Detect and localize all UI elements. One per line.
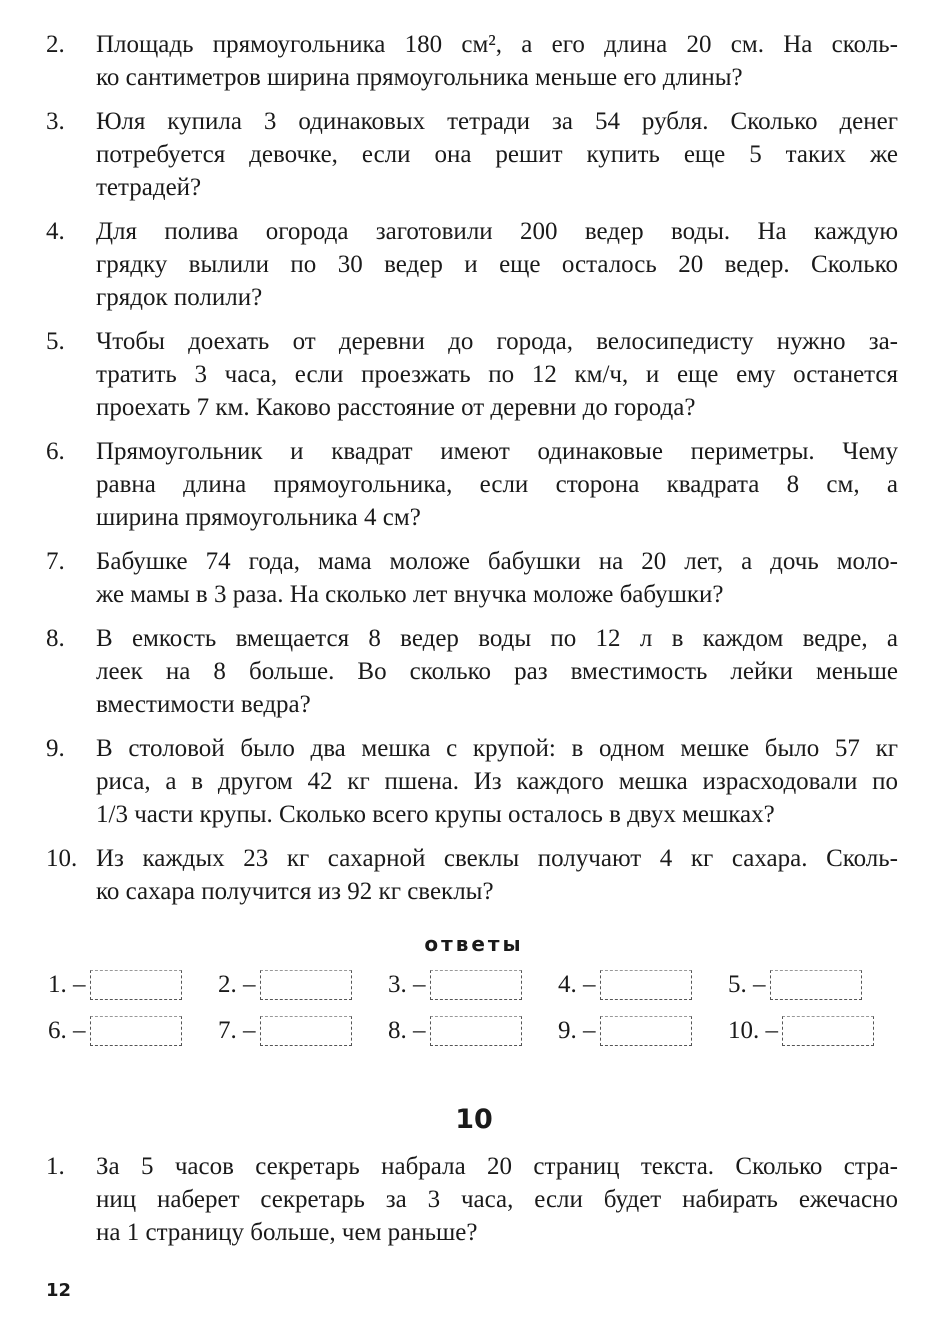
answer-box[interactable] [90,970,182,1000]
answer-box[interactable] [600,970,692,1000]
problem-item [46,842,898,908]
answer-label: 1. – [48,971,86,998]
answer-cell [48,1014,218,1048]
text-line: равна длина прямоугольника, если сторона квадрата 8 см, а [96,471,898,498]
problem-text [96,325,898,424]
answer-label: 3. – [388,971,426,998]
page-number: 12 [46,1280,72,1301]
answer-box[interactable] [260,970,352,1000]
text-line: Для полива огорода заготовили 200 ведер воды. На каждую [96,218,898,245]
problem-text [96,842,898,908]
text-line: Из каждых 23 кг сахарной свеклы получают 4 кг сахара. Сколь- [96,845,898,872]
text-line: Юля купила 3 одинаковых тетради за 54 рубля. Сколько денег [96,108,898,135]
answer-label: 4. – [558,971,596,998]
problem-number: 10. [46,845,78,872]
problem-number: 3. [46,108,65,135]
answer-cell [388,1014,558,1048]
answer-cell [388,968,558,1002]
problem-item [46,215,898,314]
problem-number: 1. [46,1153,65,1180]
answer-label: 2. – [218,971,256,998]
answer-box[interactable] [770,970,862,1000]
problem-item [46,28,898,94]
text-line: на 1 страницу больше, чем раньше? [96,1219,478,1246]
text-line: ниц наберет секретарь за 3 часа, если будет набирать ежечасно [96,1186,898,1213]
text-line: проехать 7 км. Каково расстояние от деревни до города? [96,394,696,421]
problem-item [46,105,898,204]
text-line: потребуется девочке, если она решит купить еще 5 таких же [96,141,898,168]
problem-number: 9. [46,735,65,762]
answer-cell [728,968,898,1002]
problem-item [46,325,898,424]
answer-box[interactable] [90,1016,182,1046]
answer-box[interactable] [430,1016,522,1046]
text-line: ко сантиметров ширина прямоугольника меньше его длины? [96,64,743,91]
text-line: грядок полили? [96,284,263,311]
answer-cell [558,968,728,1002]
problem-list-section-10 [46,1150,898,1260]
answer-box[interactable] [600,1016,692,1046]
problem-item [46,435,898,534]
text-line: 1/3 части крупы. Сколько всего крупы осталось в двух мешках? [96,801,775,828]
text-line: В столовой было два мешка с крупой: в одном мешке было 57 кг [96,735,898,762]
answer-cell [218,968,388,1002]
problem-text [96,435,898,534]
text-line: ко сахара получится из 92 кг свеклы? [96,878,494,905]
answer-cell [728,1014,898,1048]
problem-number: 2. [46,31,65,58]
text-line: ширина прямоугольника 4 см? [96,504,421,531]
answer-label: 5. – [728,971,766,998]
answer-label: 9. – [558,1017,596,1044]
answer-label: 7. – [218,1017,256,1044]
problem-text [96,622,898,721]
answers-grid [48,968,898,1048]
section-number: 10 [455,1104,493,1135]
text-line: За 5 часов секретарь набрала 20 страниц текста. Сколько стра- [96,1153,898,1180]
answer-cell [48,968,218,1002]
problem-number: 5. [46,328,65,355]
text-line: вместимости ведра? [96,691,311,718]
answer-box[interactable] [260,1016,352,1046]
text-line: Прямоугольник и квадрат имеют одинаковые периметры. Чему [96,438,898,465]
answer-box[interactable] [782,1016,874,1046]
answer-label: 10. – [728,1017,778,1044]
problem-text [96,28,898,94]
text-line: тетрадей? [96,174,202,201]
problem-item [46,622,898,721]
text-line: В емкость вмещается 8 ведер воды по 12 л в каждом ведре, а [96,625,898,652]
problem-text [96,545,898,611]
problem-item [46,545,898,611]
problem-list [46,28,898,919]
problem-number: 8. [46,625,65,652]
text-line: Бабушке 74 года, мама моложе бабушки на 20 лет, а дочь моло- [96,548,898,575]
problem-text [96,215,898,314]
answer-label: 8. – [388,1017,426,1044]
text-line: леек на 8 больше. Во сколько раз вместимость лейки меньше [96,658,898,685]
text-line: Чтобы доехать от деревни до города, велосипедисту нужно за- [96,328,898,355]
problem-item [46,732,898,831]
problem-number: 4. [46,218,65,245]
answers-title: ответы [424,932,524,956]
text-line: риса, а в другом 42 кг пшена. Из каждого мешка израсходовали по [96,768,898,795]
answer-label: 6. – [48,1017,86,1044]
text-line: тратить 3 часа, если проезжать по 12 км/ч, и еще ему останется [96,361,898,388]
answer-box[interactable] [430,970,522,1000]
problem-number: 7. [46,548,65,575]
problem-text [96,105,898,204]
text-line: Площадь прямоугольника 180 см², а его длина 20 см. На сколь- [96,31,898,58]
text-line: же мамы в 3 раза. На сколько лет внучка моложе бабушки? [96,581,724,608]
problem-text [96,1150,898,1249]
answer-cell [218,1014,388,1048]
problem-text [96,732,898,831]
problem-number: 6. [46,438,65,465]
problem-item [46,1150,898,1249]
text-line: грядку вылили по 30 ведер и еще осталось 20 ведер. Сколько [96,251,898,278]
answer-cell [558,1014,728,1048]
